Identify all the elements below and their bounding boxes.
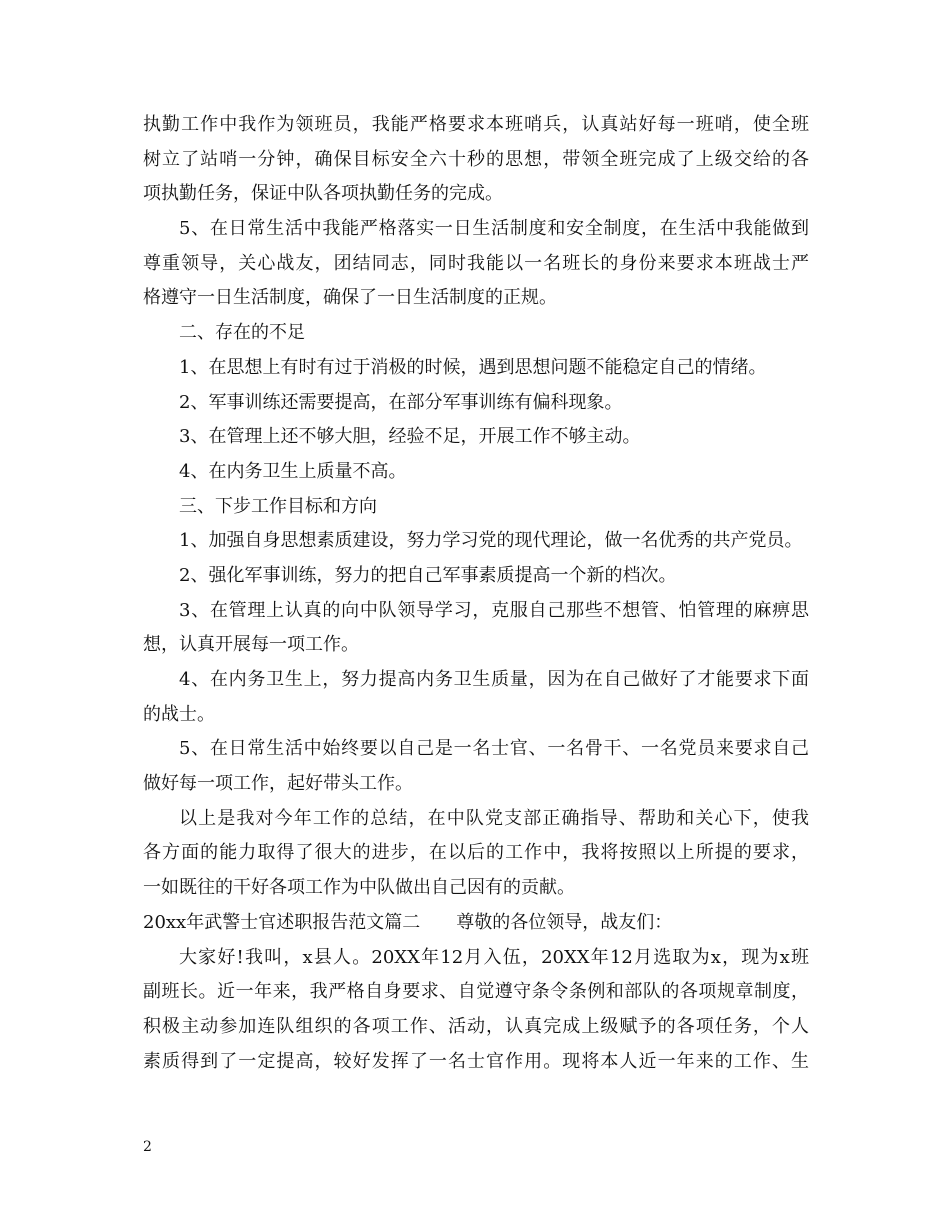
text-line: 一如既往的干好各项工作为中队做出自己因有的贡献。 xyxy=(143,877,575,899)
text-line: 树立了站哨一分钟，确保目标安全六十秒的思想，带领全班完成了上级交给的各 xyxy=(143,148,809,170)
text-line: 5、在日常生活中始终要以自己是一名士官、一名骨干、一名党员来要求自己 xyxy=(179,738,809,760)
text-line: 以上是我对今年工作的总结，在中队党支部正确指导、帮助和关心下，使我 xyxy=(179,807,809,829)
text-line: 大家好!我叫，x县人。20XX年12月入伍，20XX年12月选取为x，现为x班 xyxy=(179,946,809,968)
text-line: 想，认真开展每一项工作。 xyxy=(143,634,359,656)
text-line: 3、在管理上还不够大胆，经验不足，开展工作不够主动。 xyxy=(179,426,641,448)
text-line: 4、在内务卫生上质量不高。 xyxy=(179,460,407,482)
text-line: 5、在日常生活中我能严格落实一日生活制度和安全制度，在生活中我能做到 xyxy=(179,218,809,240)
text-line: 2、强化军事训练，努力的把自己军事素质提高一个新的档次。 xyxy=(179,564,677,586)
text-line: 尊重领导，关心战友，团结同志，同时我能以一名班长的身份来要求本班战士严 xyxy=(143,252,809,274)
text-line: 2、军事训练还需要提高，在部分军事训练有偏科现象。 xyxy=(179,391,623,413)
body-text xyxy=(143,108,809,1079)
text-line: 执勤工作中我作为领班员，我能严格要求本班哨兵，认真站好每一班哨，使全班 xyxy=(143,114,809,135)
text-line: 格遵守一日生活制度，确保了一日生活制度的正规。 xyxy=(143,287,557,309)
text-line: 做好每一项工作，起好带头工作。 xyxy=(143,773,413,795)
text-line: 1、加强自身思想素质建设，努力学习党的现代理论，做一名优秀的共产党员。 xyxy=(179,530,803,552)
text-line: 各方面的能力取得了很大的进步，在以后的工作中，我将按照以上所提的要求， xyxy=(143,842,809,864)
text-line: 4、在内务卫生上，努力提高内务卫生质量，因为在自己做好了才能要求下面 xyxy=(179,669,809,690)
text-line: 积极主动参加连队组织的各项工作、活动，认真完成上级赋予的各项任务，个人 xyxy=(143,1015,809,1037)
text-line: 的战士。 xyxy=(143,703,215,725)
article-heading: 20xx年武警士官述职报告范文篇二 尊敬的各位领导，战友们： xyxy=(143,911,673,933)
text-line: 副班长。近一年来，我严格自身要求、自觉遵守条令条例和部队的各项规章制度， xyxy=(143,981,809,1003)
text-line: 素质得到了一定提高，较好发挥了一名士官作用。现将本人近一年来的工作、生 xyxy=(143,1050,809,1072)
section-heading: 三、下步工作目标和方向 xyxy=(179,495,377,517)
text-line: 3、在管理上认真的向中队领导学习，克服自己那些不想管、怕管理的麻痹思 xyxy=(179,599,809,621)
section-heading: 二、存在的不足 xyxy=(179,322,305,344)
text-line: 项执勤任务，保证中队各项执勤任务的完成。 xyxy=(143,183,503,205)
page-number: 2 xyxy=(143,1139,152,1155)
text-line: 1、在思想上有时有过于消极的时候，遇到思想问题不能稳定自己的情绪。 xyxy=(179,356,767,378)
